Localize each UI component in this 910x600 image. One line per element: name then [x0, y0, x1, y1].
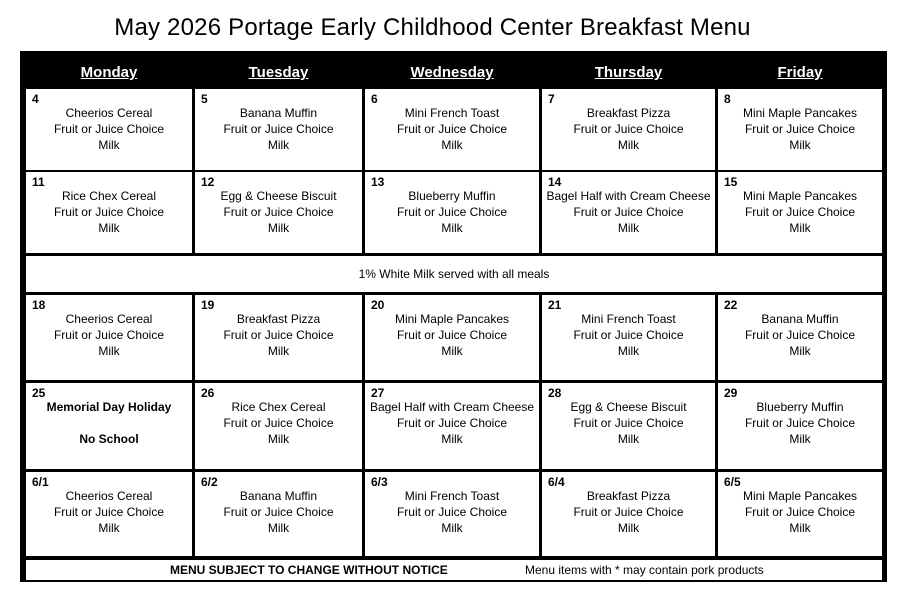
day-number: 18	[32, 298, 46, 312]
day-cell	[542, 172, 715, 253]
menu-item: Fruit or Juice Choice	[744, 505, 856, 519]
milk-note-text: 1% White Milk served with all meals	[358, 267, 550, 281]
day-header-monday: Monday	[80, 64, 138, 81]
day-cell	[26, 89, 192, 170]
menu-items	[718, 188, 882, 236]
menu-items	[365, 488, 539, 536]
menu-items	[365, 311, 539, 359]
day-number: 28	[548, 386, 562, 400]
menu-item: Milk	[789, 138, 811, 152]
menu-item: No School	[79, 432, 139, 446]
day-number: 4	[32, 92, 39, 106]
menu-item: Fruit or Juice Choice	[744, 328, 856, 342]
menu-item: Milk	[617, 221, 640, 235]
menu-item: Milk	[267, 138, 290, 152]
day-header-thursday: Thursday	[594, 64, 663, 81]
menu-items	[542, 311, 715, 359]
day-cell	[718, 89, 882, 170]
menu-item: Breakfast Pizza	[586, 106, 671, 120]
menu-item: Bagel Half with Cream Cheese	[369, 400, 535, 414]
menu-items	[26, 188, 192, 236]
day-number: 6/5	[724, 475, 741, 489]
menu-item: Milk	[267, 344, 290, 358]
day-number: 6/1	[32, 475, 49, 489]
day-number: 6/4	[548, 475, 565, 489]
day-number: 14	[548, 175, 562, 189]
day-number: 6	[371, 92, 378, 106]
menu-item: Fruit or Juice Choice	[53, 122, 165, 136]
menu-item: Blueberry Muffin	[408, 189, 496, 203]
day-cell	[718, 383, 882, 469]
day-cell	[195, 89, 362, 170]
menu-item: Fruit or Juice Choice	[573, 122, 684, 136]
footer	[26, 560, 882, 580]
menu-items	[195, 105, 362, 153]
menu-item: Milk	[789, 432, 811, 446]
menu-item: Milk	[617, 432, 640, 446]
menu-item: Breakfast Pizza	[236, 312, 321, 326]
menu-item: Milk	[441, 521, 463, 535]
menu-item: Cheerios Cereal	[65, 489, 153, 503]
menu-items	[195, 188, 362, 236]
change-notice: MENU SUBJECT TO CHANGE WITHOUT NOTICE	[170, 563, 448, 577]
menu-item: Milk	[267, 521, 290, 535]
menu-item: Fruit or Juice Choice	[396, 328, 508, 342]
menu-item: Fruit or Juice Choice	[223, 205, 334, 219]
menu-item: Memorial Day Holiday	[46, 400, 172, 414]
day-number: 5	[201, 92, 208, 106]
menu-item: Milk	[617, 521, 640, 535]
menu-item: Fruit or Juice Choice	[573, 205, 684, 219]
menu-item: Fruit or Juice Choice	[396, 416, 508, 430]
menu-items	[365, 188, 539, 236]
day-cell	[718, 472, 882, 556]
day-number: 6/2	[201, 475, 218, 489]
day-cell	[365, 472, 539, 556]
day-number: 11	[32, 175, 45, 189]
menu-item: Milk	[789, 221, 811, 235]
menu-items	[195, 488, 362, 536]
day-number: 7	[548, 92, 555, 106]
menu-item	[26, 415, 192, 431]
menu-item: Fruit or Juice Choice	[573, 505, 684, 519]
menu-item: Fruit or Juice Choice	[53, 505, 165, 519]
menu-items	[718, 399, 882, 447]
day-number: 27	[371, 386, 385, 400]
menu-item: Mini French Toast	[404, 106, 500, 120]
day-cell	[26, 472, 192, 556]
menu-item: Fruit or Juice Choice	[223, 122, 334, 136]
day-number: 13	[371, 175, 385, 189]
menu-item: Milk	[441, 344, 463, 358]
menu-items	[26, 399, 192, 447]
menu-item: Egg & Cheese Biscuit	[220, 189, 337, 203]
day-cell	[365, 89, 539, 170]
menu-item: Fruit or Juice Choice	[53, 328, 165, 342]
menu-item: Mini Maple Pancakes	[394, 312, 510, 326]
day-cell	[365, 295, 539, 380]
menu-item: Milk	[617, 138, 640, 152]
day-number: 20	[371, 298, 385, 312]
menu-items	[542, 105, 715, 153]
menu-calendar	[20, 51, 887, 582]
day-header-friday: Friday	[777, 64, 823, 81]
menu-item: Fruit or Juice Choice	[573, 416, 684, 430]
menu-item: Fruit or Juice Choice	[744, 122, 856, 136]
page-title: May 2026 Portage Early Childhood Center Breakfast Menu	[114, 14, 751, 41]
menu-item: Fruit or Juice Choice	[223, 416, 334, 430]
menu-item: Rice Chex Cereal	[231, 400, 326, 414]
menu-item: Milk	[98, 344, 120, 358]
menu-item: Fruit or Juice Choice	[223, 505, 334, 519]
menu-item: Mini Maple Pancakes	[742, 106, 858, 120]
menu-item: Mini French Toast	[581, 312, 676, 326]
menu-item: Mini French Toast	[404, 489, 500, 503]
day-cell	[195, 295, 362, 380]
menu-item: Fruit or Juice Choice	[396, 205, 508, 219]
day-number: 12	[201, 175, 215, 189]
day-number: 25	[32, 386, 46, 400]
menu-items	[542, 188, 715, 236]
menu-items	[26, 311, 192, 359]
menu-item: Milk	[267, 432, 290, 446]
menu-item: Cheerios Cereal	[65, 312, 153, 326]
menu-item: Milk	[789, 521, 811, 535]
menu-items	[26, 488, 192, 536]
day-header-tuesday: Tuesday	[248, 64, 309, 81]
day-cell	[26, 295, 192, 380]
day-number: 19	[201, 298, 215, 312]
day-cell	[542, 472, 715, 556]
menu-item: Fruit or Juice Choice	[744, 416, 856, 430]
day-number: 15	[724, 175, 738, 189]
menu-item: Fruit or Juice Choice	[53, 205, 165, 219]
menu-item: Milk	[617, 344, 640, 358]
menu-item: Banana Muffin	[761, 312, 839, 326]
menu-item: Milk	[98, 521, 120, 535]
menu-item: Milk	[267, 221, 290, 235]
day-cell	[542, 383, 715, 469]
day-cell	[718, 295, 882, 380]
day-number: 22	[724, 298, 738, 312]
menu-items	[26, 105, 192, 153]
menu-item: Cheerios Cereal	[65, 106, 153, 120]
menu-items	[718, 488, 882, 536]
day-cell	[542, 89, 715, 170]
menu-item: Mini Maple Pancakes	[742, 489, 858, 503]
pork-notice: Menu items with * may contain pork products	[525, 563, 764, 577]
menu-item: Fruit or Juice Choice	[573, 328, 684, 342]
day-cell	[718, 172, 882, 253]
day-header-wednesday: Wednesday	[410, 64, 494, 81]
menu-item: Rice Chex Cereal	[61, 189, 157, 203]
menu-items	[195, 311, 362, 359]
day-cell	[195, 383, 362, 469]
menu-items	[718, 311, 882, 359]
menu-item: Fruit or Juice Choice	[396, 122, 508, 136]
menu-item: Bagel Half with Cream Cheese	[546, 189, 711, 203]
menu-item: Fruit or Juice Choice	[223, 328, 334, 342]
day-number: 6/3	[371, 475, 388, 489]
menu-item: Fruit or Juice Choice	[744, 205, 856, 219]
menu-item: Milk	[441, 221, 463, 235]
menu-item: Banana Muffin	[239, 106, 318, 120]
day-number: 8	[724, 92, 731, 106]
day-cell	[195, 472, 362, 556]
menu-items	[195, 399, 362, 447]
day-cell	[26, 172, 192, 253]
day-cell	[365, 172, 539, 253]
menu-item: Fruit or Juice Choice	[396, 505, 508, 519]
menu-item: Milk	[98, 138, 120, 152]
menu-item: Banana Muffin	[239, 489, 318, 503]
day-cell	[542, 295, 715, 380]
menu-item: Egg & Cheese Biscuit	[570, 400, 687, 414]
menu-items	[718, 105, 882, 153]
menu-item: Milk	[441, 432, 463, 446]
menu-items	[542, 399, 715, 447]
menu-items	[365, 399, 539, 447]
menu-item: Breakfast Pizza	[586, 489, 671, 503]
day-cell	[195, 172, 362, 253]
menu-items	[542, 488, 715, 536]
day-number: 29	[724, 386, 738, 400]
menu-item: Blueberry Muffin	[756, 400, 844, 414]
menu-item: Milk	[441, 138, 463, 152]
day-number: 26	[201, 386, 215, 400]
day-number: 21	[548, 298, 562, 312]
menu-item: Mini Maple Pancakes	[742, 189, 858, 203]
menu-item: Milk	[789, 344, 811, 358]
milk-note	[26, 256, 882, 292]
menu-item: Milk	[98, 221, 120, 235]
menu-items	[365, 105, 539, 153]
day-cell	[365, 383, 539, 469]
day-cell	[26, 383, 192, 469]
